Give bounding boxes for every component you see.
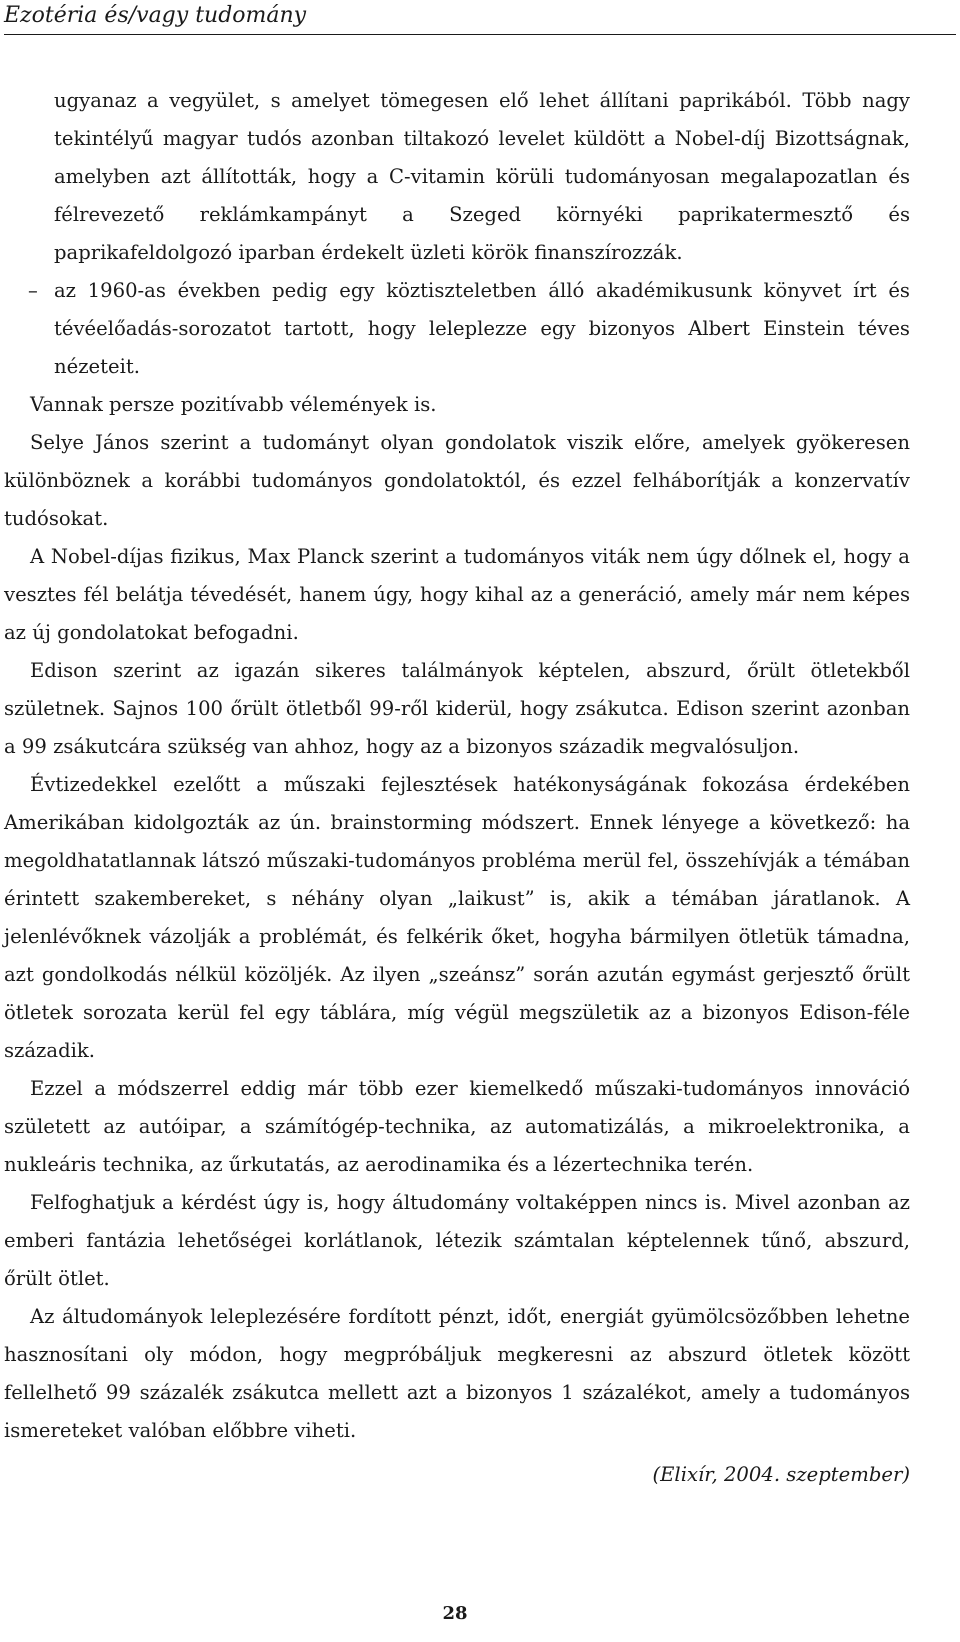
paragraph: Vannak persze pozitívabb vélemények is. (30, 393, 437, 416)
page-body (4, 82, 910, 1494)
running-header (4, 0, 956, 35)
paragraph: Ezzel a módszerrel eddig már több ezer kiemelkedő műszaki-tudományos innováció született az autóipar, a számítógép-technika, az automatizálás, a mikroelektronika, a nukleáris technika, az űrkutatás, az aerodinamika és a lézertechnika terén. (4, 1077, 910, 1176)
dash-item-text: az 1960-as években pedig egy köztiszteletben álló akadémikusunk könyvet írt és tévéelőadás-sorozatot tartott, hogy leleplezze egy bizonyos Albert Einstein téves nézeteit. (54, 279, 910, 378)
paragraph: Évtizedekkel ezelőtt a műszaki fejlesztések hatékonyságának fokozása érdekében Amerikában kidolgozták az ún. brainstorming módszert. Ennek lényege a következő: ha megoldhatatlannak látszó műszaki-tudományos probléma merül fel, összehívják a témában érintett szakembereket, s néhány olyan „laikust” is, akik a témában járatlanok. A jelenlévőknek vázolják a problémát, és felkérik őket, hogyha bármilyen ötletük támadna, azt gondolkodás nélkül közöljék. Az ilyen „szeánsz” során azután egymást gerjesztő őrült ötletek sorozata kerül fel egy táblára, míg végül megszületik az a bizonyos Edison-féle századik. (4, 773, 910, 1062)
source-citation: (Elixír, 2004. szeptember) (652, 1463, 910, 1486)
paragraph: Edison szerint az igazán sikeres találmányok képtelen, abszurd, őrült ötletekből születnek. Sajnos 100 őrült ötletből 99-ről kiderül, hogy zsákutca. Edison szerint azonban a 99 zsákutcára szükség van ahhoz, hogy az a bizonyos századik megvalósuljon. (4, 659, 910, 758)
paragraph: Selye János szerint a tudományt olyan gondolatok viszik előre, amelyek gyökeresen különböznek a korábbi tudományos gondolatoktól, és ezzel felháborítják a konzervatív tudósokat. (4, 431, 910, 530)
paragraph-continuation: ugyanaz a vegyület, s amelyet tömegesen elő lehet állítani paprikából. Több nagy tekintélyű magyar tudós azonban tiltakozó levelet küldött a Nobel-díj Bizottságnak, amelyben azt állították, hogy a C-vitamin körüli tudományosan megalapozatlan és félrevezető reklámkampányt a Szeged környéki paprikatermesztő és paprikafeldolgozó iparban érdekelt üzleti körök finanszírozzák. (54, 89, 910, 264)
running-header-title: Ezotéria és/vagy tudomány (4, 3, 307, 28)
paragraph: Az áltudományok leleplezésére fordított pénzt, időt, energiát gyümölcsözőbben lehetne hasznosítani oly módon, hogy megpróbáljuk megkeresni az abszurd ötletek között fellelhető 99 százalék zsákutca mellett azt a bizonyos 1 százalékot, amely a tudományos ismereteket valóban előbbre viheti. (4, 1305, 910, 1442)
paragraph: Felfoghatjuk a kérdést úgy is, hogy áltudomány voltaképpen nincs is. Mivel azonban az emberi fantázia lehetőségei korlátlanok, létezik számtalan képtelennek tűnő, abszurd, őrült ötlet. (4, 1191, 910, 1290)
dash-marker: – (28, 279, 38, 302)
paragraph: A Nobel-díjas fizikus, Max Planck szerint a tudományos viták nem úgy dőlnek el, hogy a vesztes fél belátja tévedését, hanem úgy, hogy kihal az a generáció, amely már nem képes az új gondolatokat befogadni. (4, 545, 910, 644)
page-number: 28 (442, 1603, 468, 1624)
paragraph-dash-item (4, 272, 910, 386)
